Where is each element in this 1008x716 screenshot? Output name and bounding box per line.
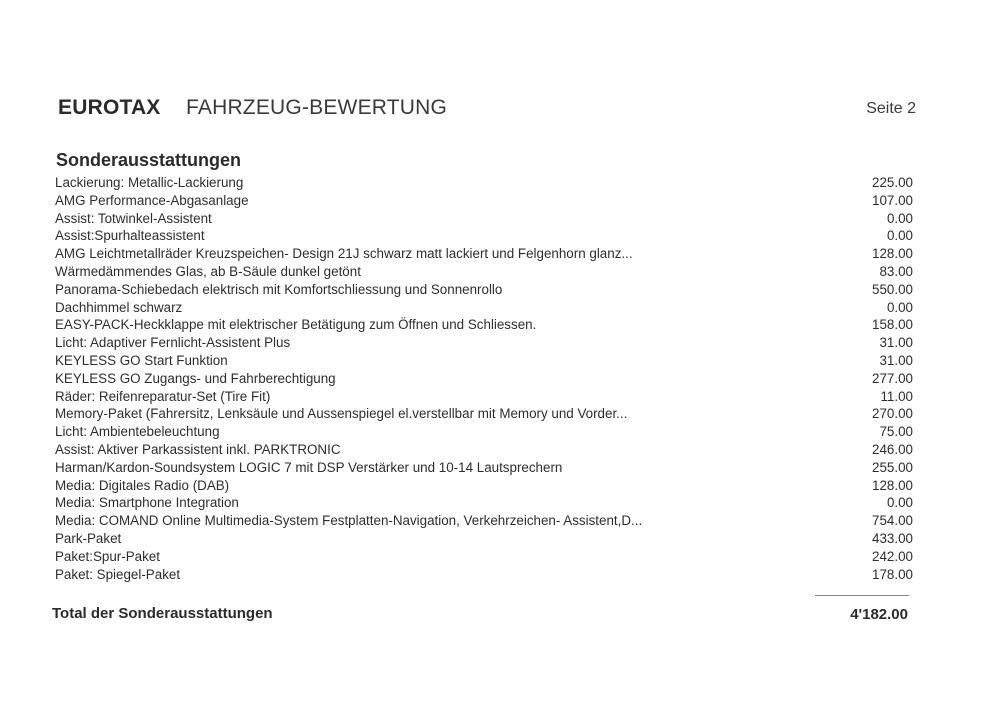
document-header xyxy=(58,96,916,126)
equipment-row xyxy=(55,494,915,512)
equipment-amount: 246.00 xyxy=(872,441,913,457)
equipment-label: Media: Digitales Radio (DAB) xyxy=(55,477,230,493)
page-number: Seite 2 xyxy=(866,100,916,117)
equipment-label: Memory-Paket (Fahrersitz, Lenksäule und Aussenspiegel el.verstellbar mit Memory und Vorder... xyxy=(55,406,628,422)
equipment-row xyxy=(55,530,915,548)
equipment-label: KEYLESS GO Zugangs- und Fahrberechtigung xyxy=(55,370,336,386)
equipment-amount: 158.00 xyxy=(872,317,913,333)
equipment-label: Assist:Spurhalteassistent xyxy=(55,228,205,244)
equipment-amount: 107.00 xyxy=(872,192,913,208)
equipment-amount: 433.00 xyxy=(872,530,913,546)
equipment-label: Media: Smartphone Integration xyxy=(55,495,239,511)
equipment-label: Licht: Adaptiver Fernlicht-Assistent Plus xyxy=(55,335,291,351)
equipment-amount: 83.00 xyxy=(879,263,913,279)
equipment-list xyxy=(55,174,915,583)
document-title: FAHRZEUG-BEWERTUNG xyxy=(186,96,448,119)
equipment-row xyxy=(55,477,915,495)
equipment-row xyxy=(55,512,915,530)
equipment-amount: 0.00 xyxy=(886,299,913,315)
equipment-row xyxy=(55,299,915,317)
total-value: 4'182.00 xyxy=(850,606,908,623)
equipment-amount: 255.00 xyxy=(872,459,913,475)
equipment-row xyxy=(55,174,915,192)
equipment-row xyxy=(55,281,915,299)
equipment-row xyxy=(55,548,915,566)
equipment-label: Wärmedämmendes Glas, ab B-Säule dunkel getönt xyxy=(55,263,361,279)
equipment-row xyxy=(55,566,915,584)
equipment-amount: 11.00 xyxy=(880,388,913,404)
equipment-label: Paket: Spiegel-Paket xyxy=(55,566,181,582)
equipment-row xyxy=(55,423,915,441)
equipment-amount: 242.00 xyxy=(872,548,913,564)
equipment-label: Panorama-Schiebedach elektrisch mit Komfortschliessung und Sonnenrollo xyxy=(55,281,503,297)
equipment-label: KEYLESS GO Start Funktion xyxy=(55,352,228,368)
equipment-amount: 31.00 xyxy=(879,352,913,368)
equipment-amount: 0.00 xyxy=(886,495,913,511)
total-divider xyxy=(815,595,909,596)
equipment-label: AMG Leichtmetallräder Kreuzspeichen- Design 21J schwarz matt lackiert und Felgenhorn glanz... xyxy=(55,246,633,262)
equipment-label: Park-Paket xyxy=(55,530,122,546)
equipment-amount: 0.00 xyxy=(886,210,913,226)
equipment-amount: 225.00 xyxy=(872,175,913,190)
total-label: Total der Sonderausstattungen xyxy=(52,605,273,622)
equipment-amount: 0.00 xyxy=(886,228,913,244)
equipment-row xyxy=(55,227,915,245)
equipment-amount: 277.00 xyxy=(872,370,913,386)
equipment-row xyxy=(55,245,915,263)
equipment-row xyxy=(55,210,915,228)
equipment-amount: 128.00 xyxy=(872,477,913,493)
equipment-amount: 270.00 xyxy=(872,406,913,422)
section-title: Sonderausstattungen xyxy=(56,150,242,170)
equipment-label: Lackierung: Metallic-Lackierung xyxy=(55,175,244,190)
equipment-row xyxy=(55,441,915,459)
equipment-row xyxy=(55,370,915,388)
equipment-label: Licht: Ambientebeleuchtung xyxy=(55,424,220,440)
equipment-label: Harman/Kardon-Soundsystem LOGIC 7 mit DSP Verstärker und 10-14 Lautsprechern xyxy=(55,459,563,475)
equipment-row xyxy=(55,352,915,370)
equipment-row xyxy=(55,405,915,423)
equipment-row xyxy=(55,388,915,406)
equipment-label: Assist: Aktiver Parkassistent inkl. PARKTRONIC xyxy=(55,441,341,457)
equipment-label: Räder: Reifenreparatur-Set (Tire Fit) xyxy=(55,388,271,404)
equipment-label: EASY-PACK-Heckklappe mit elektrischer Betätigung zum Öffnen und Schliessen. xyxy=(55,317,537,333)
equipment-row xyxy=(55,459,915,477)
equipment-row xyxy=(55,192,915,210)
equipment-amount: 75.00 xyxy=(879,424,913,440)
equipment-label: AMG Performance-Abgasanlage xyxy=(55,192,249,208)
equipment-amount: 178.00 xyxy=(872,566,913,582)
equipment-row xyxy=(55,334,915,352)
equipment-amount: 754.00 xyxy=(872,513,913,529)
equipment-amount: 128.00 xyxy=(872,246,913,262)
equipment-amount: 550.00 xyxy=(872,281,913,297)
equipment-label: Media: COMAND Online Multimedia-System Festplatten-Navigation, Verkehrzeichen- Assistent,D... xyxy=(55,513,643,529)
brand-name: EUROTAX xyxy=(58,96,161,119)
equipment-label: Paket:Spur-Paket xyxy=(55,548,160,564)
equipment-label: Assist: Totwinkel-Assistent xyxy=(55,210,212,226)
equipment-label: Dachhimmel schwarz xyxy=(55,299,183,315)
equipment-row xyxy=(55,263,915,281)
equipment-row xyxy=(55,316,915,334)
equipment-amount: 31.00 xyxy=(879,335,913,351)
